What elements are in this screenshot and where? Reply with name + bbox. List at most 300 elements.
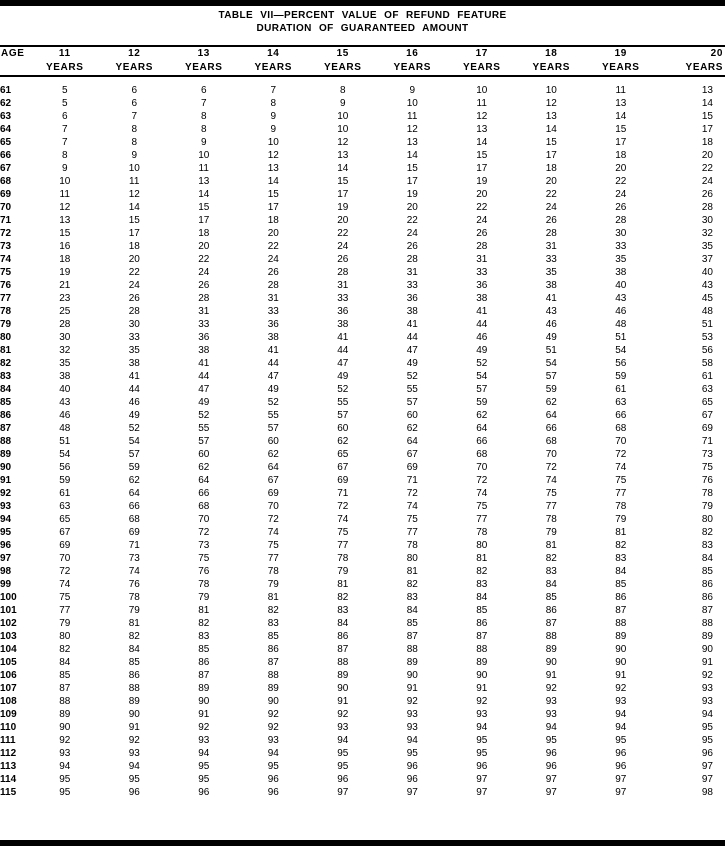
percent-value-cell: 79 [198,592,210,603]
age-cell: 84 [0,384,12,395]
age-column-header: AGE [0,46,30,76]
percent-value-cell: 87 [267,657,279,668]
age-cell: 102 [0,618,17,629]
year-column-header [447,46,517,76]
year-column-header [308,46,378,76]
percent-value-cell: 70 [267,501,279,512]
percent-value-cell: 30 [59,332,71,343]
percent-value-cell: 64 [128,488,140,499]
percent-value-cell: 70 [59,553,71,564]
percent-value-cell: 14 [545,124,557,135]
age-cell: 83 [0,371,12,382]
percent-value-cell: 70 [615,436,627,447]
percent-value-cell: 64 [198,475,210,486]
percent-value-cell: 95 [128,774,140,785]
year-column-number: 11 [58,48,71,59]
year-column-number: 14 [267,48,280,59]
percent-value-cell: 87 [545,618,557,629]
percent-value-cell: 91 [701,657,713,668]
percent-value-cell: 30 [615,228,627,239]
percent-value-cell: 14 [615,111,627,122]
percent-value-cell: 46 [545,319,557,330]
percent-value-cell: 96 [615,748,627,759]
percent-value-cell: 52 [406,371,418,382]
table-row [0,643,725,656]
age-cell: 82 [0,358,12,369]
age-cell: 111 [0,735,16,746]
percent-value-cell: 88 [406,644,418,655]
age-cell: 112 [0,748,17,759]
year-column-header [586,46,656,76]
percent-value-cell: 88 [128,683,140,694]
percent-value-cell: 79 [59,618,71,629]
table-row [0,760,725,773]
percent-value-cell: 20 [545,176,557,187]
percent-value-cell: 97 [337,787,349,798]
table-row [0,435,725,448]
percent-value-cell: 8 [270,98,277,109]
percent-value-cell: 90 [267,696,279,707]
percent-value-cell: 13 [267,163,279,174]
age-cell: 106 [0,670,17,681]
percent-value-cell: 52 [267,397,279,408]
table-title-line2: DURATION OF GUARANTEED AMOUNT [256,23,469,34]
percent-value-cell: 74 [476,488,488,499]
age-cell: 72 [0,228,12,239]
age-cell: 66 [0,150,12,161]
percent-value-cell: 81 [128,618,140,629]
table-row [0,253,725,266]
percent-value-cell: 9 [270,124,277,135]
age-cell: 97 [0,553,12,564]
percent-value-cell: 52 [128,423,140,434]
percent-value-cell: 33 [615,241,627,252]
percent-value-cell: 77 [267,553,279,564]
percent-value-cell: 57 [406,397,418,408]
percent-value-cell: 73 [128,553,140,564]
percent-value-cell: 96 [128,787,140,798]
percent-value-cell: 84 [615,566,627,577]
percent-value-cell: 38 [476,293,488,304]
table-row [0,318,725,331]
table-row [0,721,725,734]
percent-value-cell: 96 [476,761,488,772]
percent-value-cell: 85 [701,566,713,577]
percent-value-cell: 82 [476,566,488,577]
percent-value-cell: 62 [128,475,140,486]
percent-value-cell: 35 [701,241,713,252]
percent-value-cell: 89 [267,683,279,694]
table-row [0,617,725,630]
percent-value-cell: 17 [337,189,349,200]
percent-value-cell: 24 [337,241,349,252]
table-row [0,305,725,318]
percent-value-cell: 48 [59,423,71,434]
percent-value-cell: 17 [267,202,279,213]
table-row [0,175,725,188]
age-cell: 87 [0,423,12,434]
percent-value-cell: 18 [198,228,210,239]
percent-value-cell: 68 [198,501,210,512]
percent-value-cell: 54 [59,449,71,460]
percent-value-cell: 95 [337,761,349,772]
age-cell: 75 [0,267,12,278]
percent-value-cell: 14 [701,98,713,109]
percent-value-cell: 74 [337,514,349,525]
percent-value-cell: 44 [406,332,418,343]
percent-value-cell: 85 [128,657,140,668]
percent-value-cell: 89 [701,631,713,642]
age-cell: 88 [0,436,12,447]
percent-value-cell: 81 [476,553,488,564]
percent-value-cell: 25 [59,306,71,317]
percent-value-cell: 89 [337,670,349,681]
percent-value-cell: 33 [545,254,557,265]
percent-value-cell: 83 [406,592,418,603]
percent-value-cell: 18 [128,241,140,252]
percent-value-cell: 28 [267,280,279,291]
percent-value-cell: 62 [545,397,557,408]
percent-value-cell: 80 [59,631,71,642]
age-cell: 92 [0,488,12,499]
percent-value-cell: 97 [615,787,627,798]
age-cell: 61 [0,85,12,96]
percent-value-cell: 96 [406,761,418,772]
percent-value-cell: 6 [61,111,68,122]
percent-value-cell: 20 [615,163,627,174]
percent-value-cell: 97 [701,761,713,772]
percent-value-cell: 79 [128,605,140,616]
percent-value-cell: 91 [198,709,210,720]
percent-value-cell: 41 [267,345,279,356]
percent-value-cell: 28 [406,254,418,265]
percent-value-cell: 46 [615,306,627,317]
percent-value-cell: 33 [337,293,349,304]
percent-value-cell: 24 [545,202,557,213]
percent-value-cell: 19 [337,202,349,213]
percent-value-cell: 95 [406,748,418,759]
percent-value-cell: 86 [198,657,210,668]
percent-value-cell: 91 [476,683,488,694]
percent-value-cell: 76 [701,475,713,486]
percent-value-cell: 88 [59,696,71,707]
percent-value-cell: 9 [270,111,277,122]
percent-value-cell: 28 [59,319,71,330]
table-row [0,552,725,565]
age-cell: 91 [0,475,12,486]
percent-value-cell: 92 [701,670,713,681]
percent-value-cell: 12 [545,98,557,109]
percent-value-cell: 78 [476,527,488,538]
percent-value-cell: 75 [615,475,627,486]
percent-value-cell: 57 [545,371,557,382]
table-row [0,448,725,461]
percent-value-cell: 19 [406,189,418,200]
percent-value-cell: 11 [129,176,140,187]
percent-value-cell: 13 [701,85,713,96]
percent-value-cell: 59 [59,475,71,486]
percent-value-cell: 49 [337,371,349,382]
percent-value-cell: 71 [337,488,349,499]
percent-value-cell: 6 [131,98,138,109]
percent-value-cell: 5 [61,85,68,96]
age-cell: 85 [0,397,12,408]
percent-value-cell: 11 [615,85,626,96]
percent-value-cell: 43 [545,306,557,317]
age-cell: 113 [0,761,17,772]
year-column-unit: YEARS [324,62,362,73]
percent-value-cell: 38 [128,358,140,369]
percent-value-cell: 33 [267,306,279,317]
percent-value-cell: 10 [198,150,210,161]
age-cell: 108 [0,696,17,707]
percent-value-cell: 35 [615,254,627,265]
percent-value-cell: 68 [128,514,140,525]
percent-value-cell: 96 [267,774,279,785]
percent-value-cell: 65 [337,449,349,460]
percent-value-cell: 89 [476,657,488,668]
age-cell: 96 [0,540,12,551]
percent-value-cell: 20 [406,202,418,213]
percent-value-cell: 59 [545,384,557,395]
percent-value-cell: 44 [198,371,210,382]
percent-value-cell: 95 [615,735,627,746]
bottom-rule [0,840,725,846]
percent-value-cell: 91 [128,722,140,733]
age-cell: 79 [0,319,12,330]
percent-value-cell: 44 [267,358,279,369]
percent-value-cell: 88 [476,644,488,655]
percent-value-cell: 69 [267,488,279,499]
percent-value-cell: 97 [476,787,488,798]
percent-value-cell: 72 [615,449,627,460]
percent-value-cell: 8 [339,85,346,96]
percent-value-cell: 83 [337,605,349,616]
table-row [0,227,725,240]
percent-value-cell: 49 [267,384,279,395]
year-column-header [169,46,239,76]
percent-value-cell: 44 [476,319,488,330]
year-column-unit: YEARS [602,62,640,73]
percent-value-cell: 17 [128,228,140,239]
percent-value-cell: 18 [59,254,71,265]
percent-value-cell: 22 [128,267,140,278]
percent-value-cell: 49 [545,332,557,343]
percent-value-cell: 32 [59,345,71,356]
percent-value-cell: 17 [701,124,713,135]
table-row [0,396,725,409]
percent-value-cell: 14 [198,189,210,200]
percent-value-cell: 41 [128,371,140,382]
percent-value-cell: 75 [59,592,71,603]
percent-value-cell: 83 [615,553,627,564]
year-column-number: 13 [197,48,210,59]
percent-value-cell: 26 [545,215,557,226]
table-row [0,201,725,214]
percent-value-cell: 14 [476,137,488,148]
percent-value-cell: 79 [267,579,279,590]
percent-value-cell: 36 [476,280,488,291]
percent-value-cell: 74 [59,579,71,590]
percent-value-cell: 73 [701,449,713,460]
age-cell: 103 [0,631,17,642]
table-row [0,669,725,682]
percent-value-cell: 72 [545,462,557,473]
year-column-number: 18 [545,48,558,59]
percent-value-cell: 82 [337,592,349,603]
percent-value-cell: 69 [701,423,713,434]
percent-value-cell: 33 [406,280,418,291]
percent-value-cell: 22 [545,189,557,200]
percent-value-cell: 92 [337,709,349,720]
percent-value-cell: 10 [59,176,71,187]
percent-value-cell: 81 [615,527,627,538]
table-row [0,630,725,643]
percent-value-cell: 13 [337,150,349,161]
percent-value-cell: 65 [701,397,713,408]
table-row [0,279,725,292]
percent-value-cell: 95 [545,735,557,746]
percent-value-cell: 95 [701,735,713,746]
percent-value-cell: 20 [128,254,140,265]
percent-value-cell: 89 [128,696,140,707]
age-cell: 110 [0,722,17,733]
percent-value-cell: 79 [615,514,627,525]
table-row [0,682,725,695]
percent-value-cell: 69 [59,540,71,551]
age-cell: 104 [0,644,17,655]
percent-value-cell: 97 [545,787,557,798]
percent-value-cell: 93 [337,722,349,733]
table-row [0,539,725,552]
percent-value-cell: 52 [476,358,488,369]
percent-value-cell: 67 [337,462,349,473]
percent-value-cell: 73 [198,540,210,551]
table-row [0,357,725,370]
percent-value-cell: 12 [267,150,279,161]
percent-value-cell: 31 [476,254,488,265]
age-cell: 90 [0,462,12,473]
percent-value-cell: 49 [476,345,488,356]
percent-value-cell: 77 [476,514,488,525]
percent-value-cell: 10 [406,98,418,109]
percent-value-cell: 96 [545,761,557,772]
percent-value-cell: 88 [267,670,279,681]
age-cell: 70 [0,202,12,213]
percent-value-cell: 61 [701,371,713,382]
percent-value-cell: 62 [406,423,418,434]
table-row [0,370,725,383]
table-row [0,591,725,604]
percent-value-cell: 57 [337,410,349,421]
percent-value-cell: 22 [406,215,418,226]
percent-value-cell: 14 [267,176,279,187]
percent-value-cell: 32 [701,228,713,239]
percent-value-cell: 51 [615,332,627,343]
percent-value-cell: 88 [615,618,627,629]
percent-value-cell: 54 [545,358,557,369]
percent-value-cell: 66 [128,501,140,512]
percent-value-cell: 85 [267,631,279,642]
percent-value-cell: 68 [545,436,557,447]
percent-value-cell: 98 [701,787,713,798]
percent-value-cell: 82 [59,644,71,655]
percent-value-cell: 43 [59,397,71,408]
percent-value-cell: 85 [476,605,488,616]
percent-value-cell: 11 [476,98,487,109]
percent-value-cell: 77 [615,488,627,499]
percent-value-cell: 82 [406,579,418,590]
percent-value-cell: 71 [128,540,140,551]
age-cell: 76 [0,280,12,291]
percent-value-cell: 84 [337,618,349,629]
percent-value-cell: 35 [128,345,140,356]
percent-value-cell: 87 [59,683,71,694]
percent-value-cell: 86 [128,670,140,681]
percent-value-cell: 10 [128,163,140,174]
table-row [0,604,725,617]
percent-value-cell: 82 [267,605,279,616]
percent-value-cell: 93 [406,722,418,733]
percent-value-cell: 86 [267,644,279,655]
percent-value-cell: 12 [59,202,71,213]
percent-value-cell: 24 [701,176,713,187]
year-column-unit: YEARS [532,62,570,73]
percent-value-cell: 22 [615,176,627,187]
percent-value-cell: 35 [59,358,71,369]
percent-value-cell: 17 [476,163,488,174]
percent-value-cell: 95 [701,722,713,733]
percent-value-cell: 82 [615,540,627,551]
percent-value-cell: 95 [476,748,488,759]
percent-value-cell: 90 [545,657,557,668]
percent-value-cell: 38 [406,306,418,317]
percent-value-cell: 88 [337,657,349,668]
year-column-unit: YEARS [185,62,223,73]
percent-value-cell: 72 [337,501,349,512]
table-row [0,578,725,591]
percent-value-cell: 95 [59,787,71,798]
percent-value-cell: 20 [701,150,713,161]
table-title [0,9,725,35]
percent-value-cell: 12 [406,124,418,135]
percent-value-cell: 22 [267,241,279,252]
percent-value-cell: 36 [406,293,418,304]
percent-value-cell: 91 [337,696,349,707]
percent-value-cell: 14 [337,163,349,174]
percent-value-cell: 18 [615,150,627,161]
percent-value-cell: 86 [615,592,627,603]
table-row [0,500,725,513]
table-row [0,123,725,136]
percent-value-cell: 6 [131,85,138,96]
percent-value-cell: 17 [615,137,627,148]
percent-value-cell: 72 [476,475,488,486]
percent-value-cell: 62 [267,449,279,460]
percent-value-cell: 75 [406,514,418,525]
table-row [0,786,725,799]
percent-value-cell: 94 [128,761,140,772]
percent-value-cell: 26 [406,241,418,252]
percent-value-cell: 31 [406,267,418,278]
percent-value-cell: 16 [59,241,71,252]
percent-value-cell: 20 [337,215,349,226]
percent-value-cell: 90 [198,696,210,707]
percent-value-cell: 10 [337,124,349,135]
percent-value-cell: 88 [701,618,713,629]
percent-value-cell: 83 [267,618,279,629]
percent-value-cell: 76 [128,579,140,590]
